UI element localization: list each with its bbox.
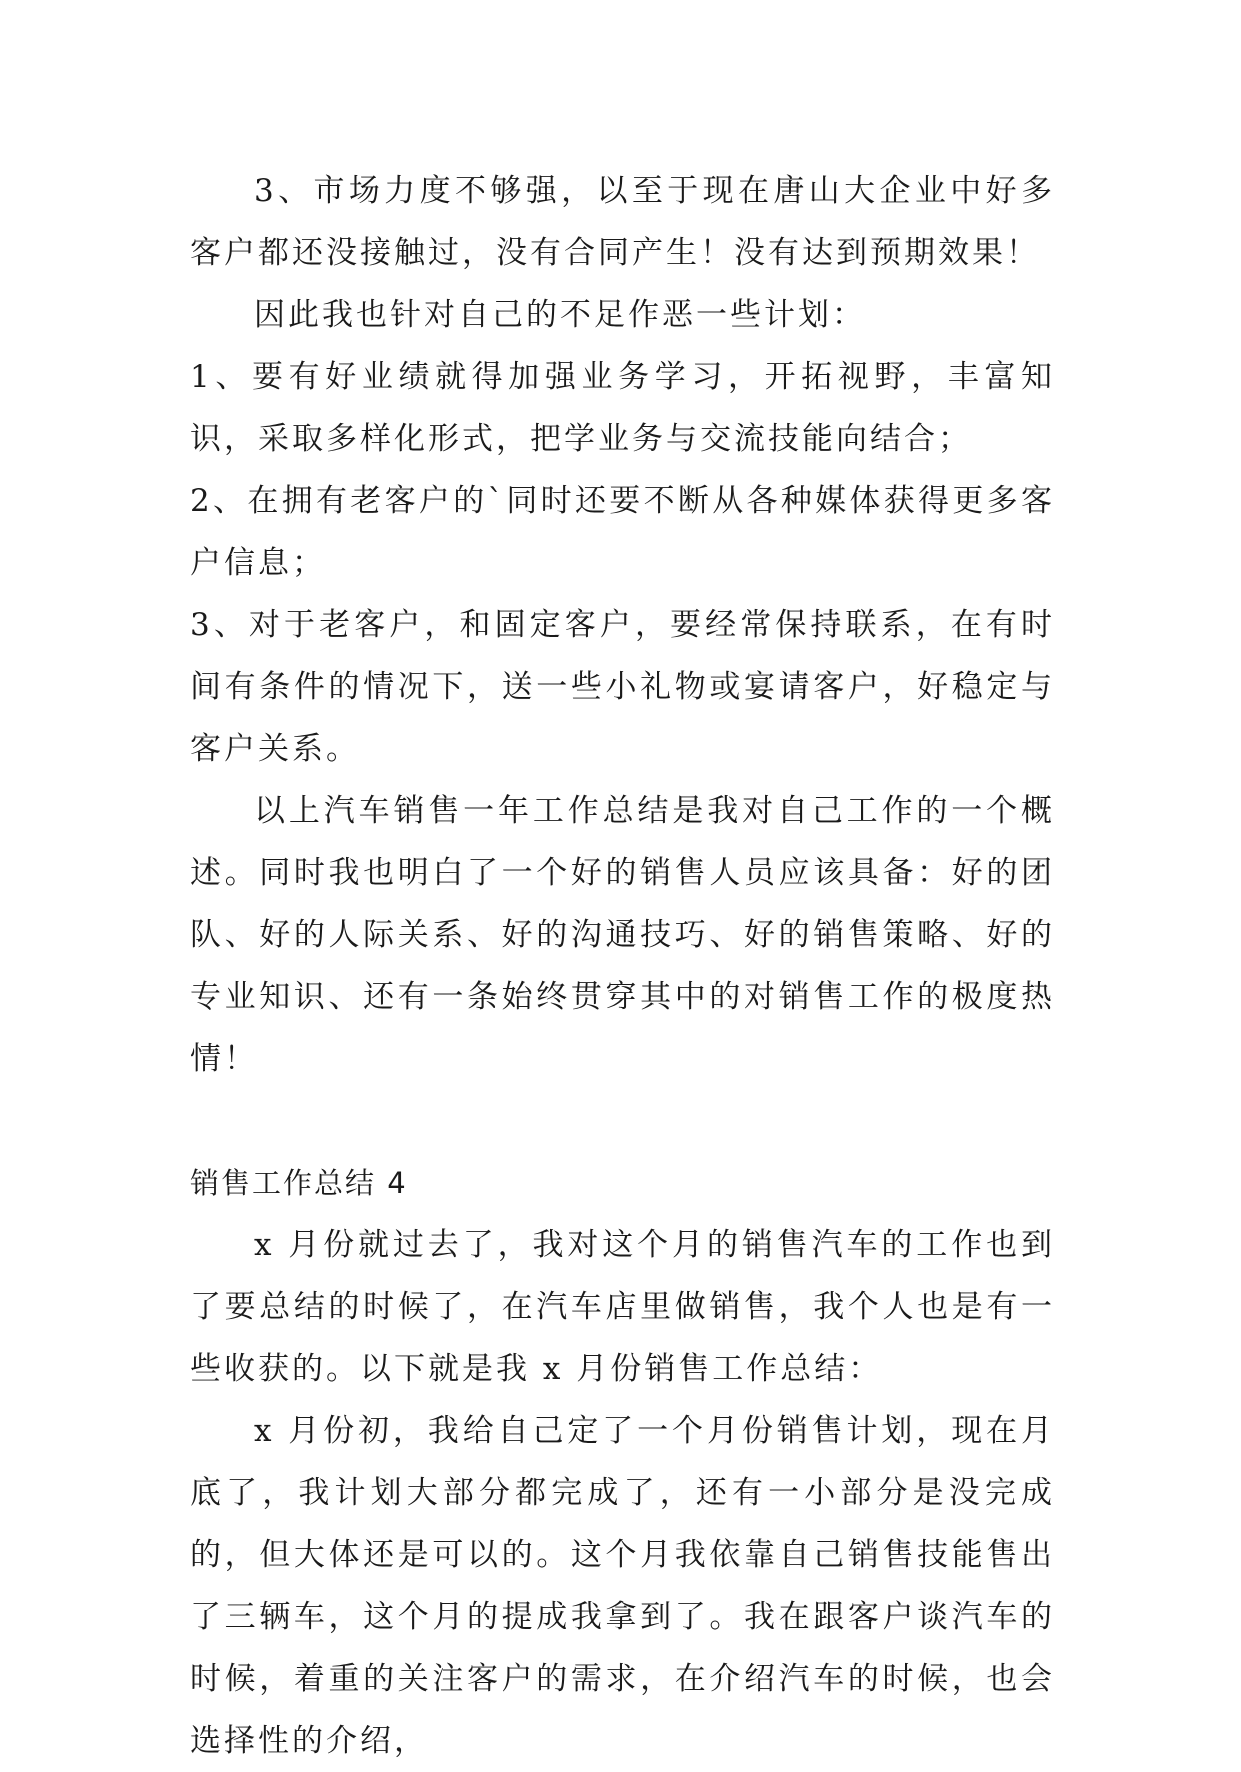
section-title: 销售工作总结 4: [190, 1166, 408, 1200]
section-paragraph-intro: x 月份就过去了，我对这个月的销售汽车的工作也到了要总结的时候了，在汽车店里做销售，我个人也是有一些收获的。以下就是我 x 月份销售工作总结：: [190, 1227, 1055, 1387]
document-body: [190, 160, 1055, 1772]
plan-item-2: 2、在拥有老客户的`同时还要不断从各种媒体获得更多客户信息；: [190, 483, 1055, 581]
plan-item-1: 1、要有好业绩就得加强业务学习，开拓视野，丰富知识，采取多样化形式，把学业务与交流技能向结合；: [190, 359, 1055, 457]
section-paragraph-plan: x 月份初，我给自己定了一个月份销售计划，现在月底了，我计划大部分都完成了，还有一小部分是没完成的，但大体还是可以的。这个月我依靠自己销售技能售出了三辆车，这个月的提成我拿到了。我在跟客户谈汽车的时候，着重的关注客户的需求，在介绍汽车的时候，也会选择性的介绍，: [190, 1413, 1055, 1759]
paragraph-plan-intro: 因此我也针对自己的不足作恶一些计划：: [254, 297, 866, 333]
paragraph-market-issue: 3、市场力度不够强，以至于现在唐山大企业中好多客户都还没接触过，没有合同产生！没有达到预期效果！: [190, 173, 1055, 271]
paragraph-summary: 以上汽车销售一年工作总结是我对自己工作的一个概述。同时我也明白了一个好的销售人员应该具备：好的团队、好的人际关系、好的沟通技巧、好的销售策略、好的专业知识、还有一条始终贯穿其中的对销售工作的极度热情！: [190, 793, 1055, 1077]
plan-item-3: 3、对于老客户，和固定客户，要经常保持联系，在有时间有条件的情况下，送一些小礼物或宴请客户，好稳定与客户关系。: [190, 607, 1055, 767]
